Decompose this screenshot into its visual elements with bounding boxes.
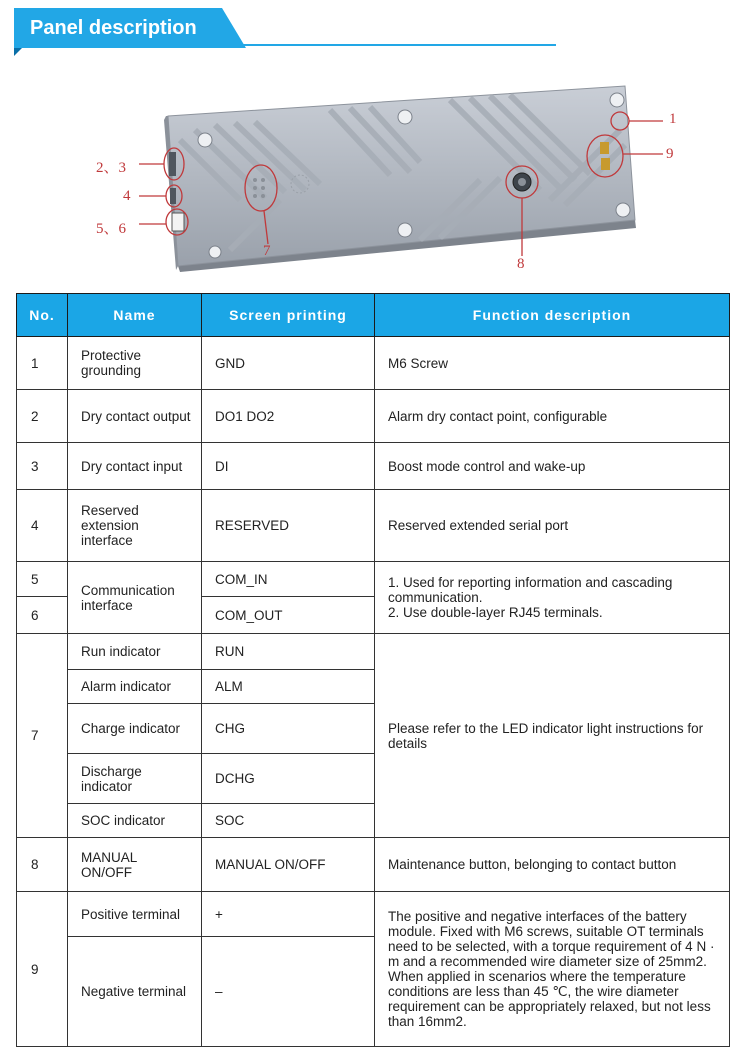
header-fold-decoration [14,48,22,56]
row-screen-printing: DCHG [202,754,375,804]
row-name: Negative terminal [68,937,202,1047]
row-screen-printing: SOC [202,804,375,838]
col-header-screen-printing: Screen printing [202,294,375,337]
row-screen-printing: ALM [202,670,375,704]
table-row [17,892,730,937]
panel-illustration [120,80,680,290]
callout-4: 4 [123,188,131,204]
row-screen-printing: DI [202,443,375,490]
row-name: Protective grounding [68,337,202,390]
panel-spec-table [16,293,730,1047]
row-function: 1. Used for reporting information and cascading communication. 2. Use double-layer RJ45 terminals. [375,562,730,634]
row-screen-printing: – [202,937,375,1047]
callout-7: 7 [263,243,271,259]
row-function: M6 Screw [375,337,730,390]
row-screen-printing: COM_OUT [202,597,375,634]
col-header-no: No. [17,294,68,337]
row-screen-printing: MANUAL ON/OFF [202,838,375,892]
row-number: 2 [17,390,68,443]
table-row [17,634,730,670]
table-row [17,337,730,390]
row-name: Dry contact input [68,443,202,490]
section-header [14,8,246,48]
row-name: Discharge indicator [68,754,202,804]
row-number: 9 [17,892,68,1047]
table-row [17,443,730,490]
row-function: Alarm dry contact point, configurable [375,390,730,443]
row-screen-printing: COM_IN [202,562,375,597]
row-number: 6 [17,597,68,634]
row-name: MANUAL ON/OFF [68,838,202,892]
table-row [17,562,730,597]
row-function: The positive and negative interfaces of the battery module. Fixed with M6 screws, suitable OT terminals need to be selected, with a torque requirement of 4 N · m and a recommended wire diameter size of 25mm2. When applied in scenarios where the temperature conditions are less than 45 ℃, the wire diameter requirement can be appropriately relaxed, but not less than 16mm2. [375,892,730,1047]
callout-9: 9 [666,146,674,162]
row-number: 7 [17,634,68,838]
row-screen-printing: DO1 DO2 [202,390,375,443]
col-header-name: Name [68,294,202,337]
col-header-function-description: Function description [375,294,730,337]
row-name: Dry contact output [68,390,202,443]
row-screen-printing: CHG [202,704,375,754]
table-row [17,490,730,562]
row-number: 3 [17,443,68,490]
table-row [17,838,730,892]
row-name: Positive terminal [68,892,202,937]
row-function: Boost mode control and wake-up [375,443,730,490]
row-screen-printing: RUN [202,634,375,670]
panel-diagram [96,80,680,290]
callout-2-3: 2、3 [96,160,127,176]
table-row [17,390,730,443]
row-function: Reserved extended serial port [375,490,730,562]
header-underline [236,44,556,46]
callout-8: 8 [517,256,525,272]
row-name: Communication interface [68,562,202,634]
row-name: SOC indicator [68,804,202,838]
row-number: 1 [17,337,68,390]
row-number: 4 [17,490,68,562]
row-name: Alarm indicator [68,670,202,704]
section-title: Panel description [30,17,197,39]
row-screen-printing: RESERVED [202,490,375,562]
row-screen-printing: GND [202,337,375,390]
row-screen-printing: + [202,892,375,937]
row-name: Run indicator [68,634,202,670]
row-number: 5 [17,562,68,597]
table-header-row [17,294,730,337]
row-function: Please refer to the LED indicator light instructions for details [375,634,730,838]
row-number: 8 [17,838,68,892]
callout-1: 1 [669,111,677,127]
row-function: Maintenance button, belonging to contact button [375,838,730,892]
callout-5-6: 5、6 [96,221,127,237]
row-name: Reserved extension interface [68,490,202,562]
row-name: Charge indicator [68,704,202,754]
